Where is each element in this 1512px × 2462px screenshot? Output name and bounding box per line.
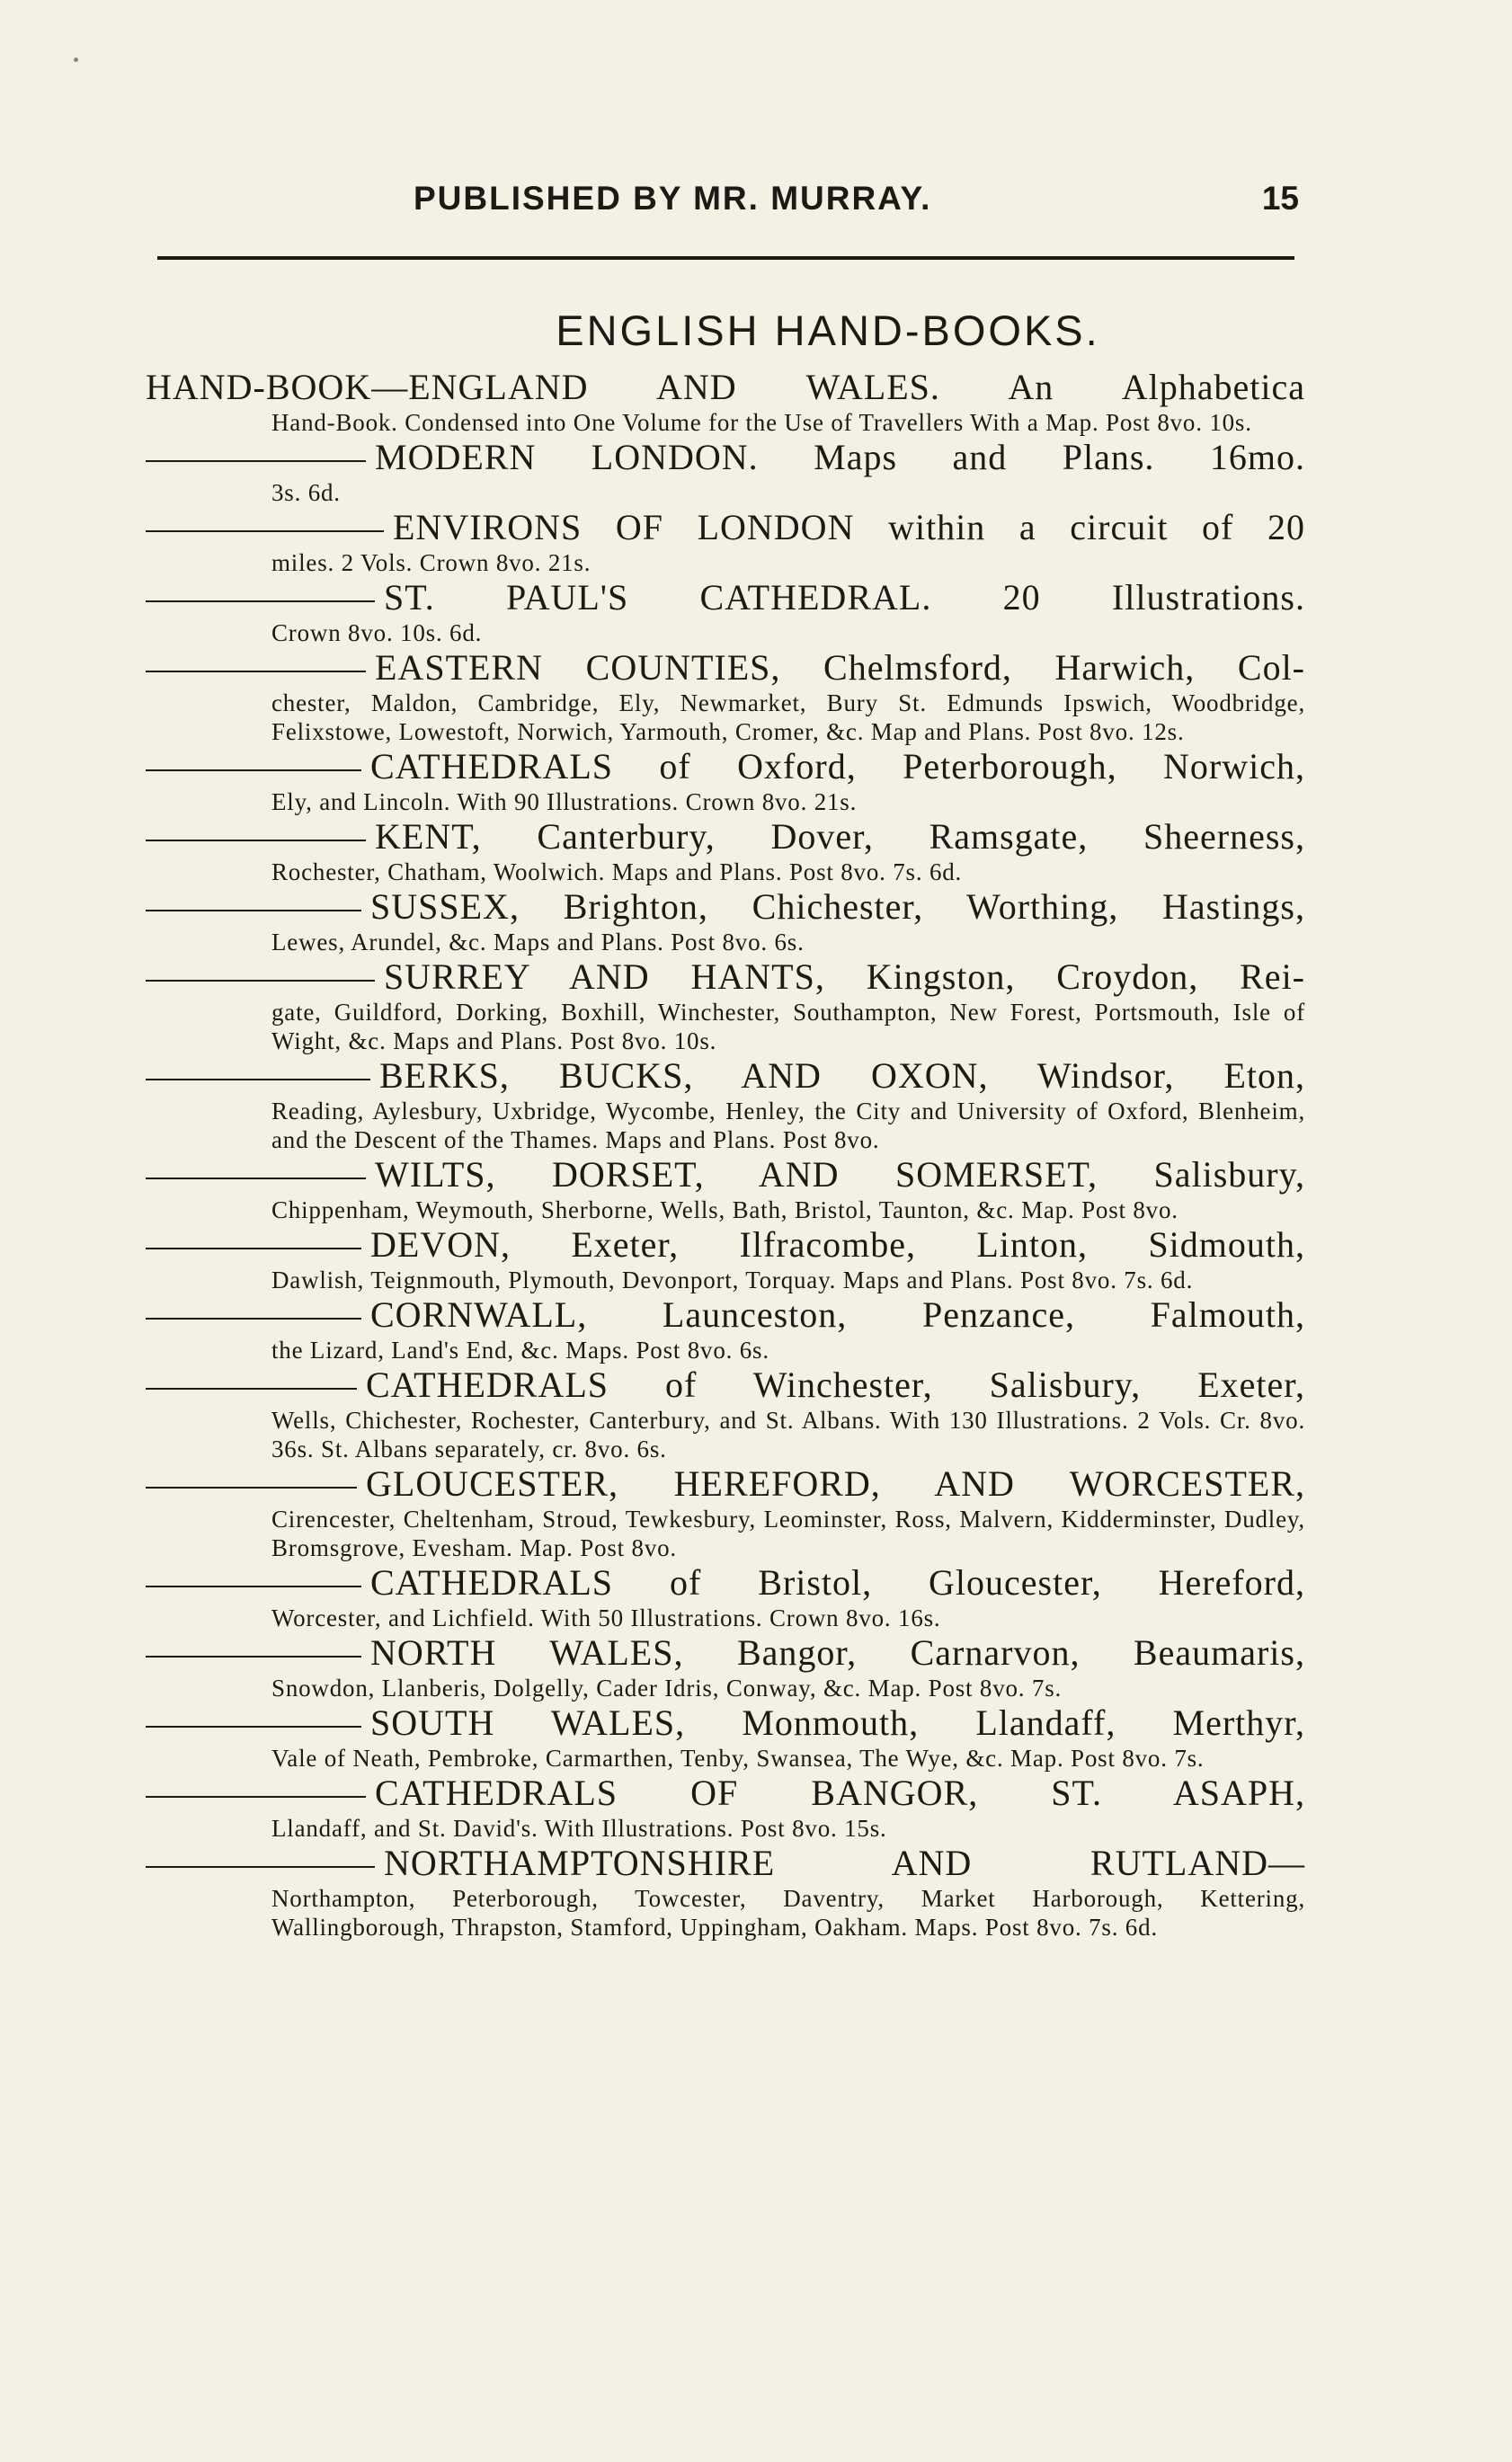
entry-description: Hand-Book. Condensed into One Volume for the Use of Travellers With a Map. Post 8vo. 10s. <box>271 409 1252 436</box>
entry-description: the Lizard, Land's End, &c. Maps. Post 8vo. 6s. <box>271 1337 769 1364</box>
entry-south-wales <box>146 1702 1305 1773</box>
entry-cornwall <box>146 1294 1305 1364</box>
entry-heading: SOUTH WALES, Monmouth, Llandaff, Merthyr, <box>146 1702 1305 1744</box>
entry-heading: CATHEDRALS OF BANGOR, ST. ASAPH, <box>146 1773 1305 1814</box>
entry-devon <box>146 1224 1305 1294</box>
entry-gloucester-hereford-worcester <box>146 1463 1305 1562</box>
ditto-dash <box>146 1079 370 1080</box>
entry-st-pauls <box>146 577 1305 647</box>
entry-description: Northampton, Peterborough, Towcester, Daventry, Market Harborough, Kettering, Wallingborough, Thrapston, Stamford, Uppingham, Oakham. Maps. Post 8vo. 7s. 6d. <box>271 1885 1305 1941</box>
ditto-dash <box>146 1178 366 1179</box>
entry-description: Snowdon, Llanberis, Dolgelly, Cader Idris, Conway, &c. Map. Post 8vo. 7s. <box>271 1675 1063 1702</box>
entry-wilts-dorset-somerset <box>146 1154 1305 1224</box>
entry-environs-london <box>146 507 1305 577</box>
entry-cathedrals-oxford <box>146 746 1305 816</box>
entry-north-wales <box>146 1632 1305 1702</box>
entry-northamptonshire-rutland <box>146 1843 1305 1942</box>
entry-heading: CATHEDRALS of Bristol, Gloucester, Hereford, <box>146 1562 1305 1604</box>
entry-description: Llandaff, and St. David's. With Illustrations. Post 8vo. 15s. <box>271 1815 887 1842</box>
entry-description: Wells, Chichester, Rochester, Canterbury, and St. Albans. With 130 Illustrations. 2 Vols. Cr. 8vo. 36s. St. Albans separately, cr. 8vo. 6s. <box>271 1407 1305 1462</box>
entry-sussex <box>146 886 1305 956</box>
entry-cathedrals-bangor <box>146 1773 1305 1843</box>
running-title: PUBLISHED BY MR. MURRAY. <box>414 180 932 217</box>
entry-heading: CATHEDRALS of Winchester, Salisbury, Exeter, <box>146 1364 1305 1406</box>
entry-description: Rochester, Chatham, Woolwich. Maps and Plans. Post 8vo. 7s. 6d. <box>271 858 963 885</box>
entry-heading: NORTHAMPTONSHIRE AND RUTLAND— <box>146 1843 1305 1884</box>
entry-berks-bucks-oxon <box>146 1055 1305 1154</box>
ditto-dash <box>146 1248 361 1249</box>
entry-heading: ENVIRONS OF LONDON within a circuit of 20 <box>146 507 1305 548</box>
entry-heading: CATHEDRALS of Oxford, Peterborough, Norwich, <box>146 746 1305 787</box>
entry-heading: CORNWALL, Launceston, Penzance, Falmouth, <box>146 1294 1305 1336</box>
entry-modern-london <box>146 437 1305 507</box>
entry-heading: SURREY AND HANTS, Kingston, Croydon, Rei- <box>146 956 1305 998</box>
entry-heading: GLOUCESTER, HEREFORD, AND WORCESTER, <box>146 1463 1305 1505</box>
running-head <box>157 180 1299 227</box>
entry-heading: DEVON, Exeter, Ilfracombe, Linton, Sidmouth, <box>146 1224 1305 1266</box>
entry-list <box>146 367 1305 1942</box>
entry-description: miles. 2 Vols. Crown 8vo. 21s. <box>271 549 591 576</box>
ditto-dash <box>146 600 375 602</box>
header-rule <box>157 256 1294 260</box>
entry-description: 3s. 6d. <box>271 479 341 506</box>
entry-description: Cirencester, Cheltenham, Stroud, Tewkesbury, Leominster, Ross, Malvern, Kidderminster, Dudley, Bromsgrove, Evesham. Map. Post 8vo. <box>271 1506 1305 1561</box>
ditto-dash <box>146 769 361 771</box>
entry-heading: WILTS, DORSET, AND SOMERSET, Salisbury, <box>146 1154 1305 1195</box>
entry-heading: SUSSEX, Brighton, Chichester, Worthing, Hastings, <box>146 886 1305 928</box>
ditto-dash <box>146 1586 361 1587</box>
entry-eastern-counties <box>146 647 1305 746</box>
ditto-dash <box>146 460 366 462</box>
entry-heading: EASTERN COUNTIES, Chelmsford, Harwich, Col- <box>146 647 1305 689</box>
entry-heading: MODERN LONDON. Maps and Plans. 16mo. <box>146 437 1305 478</box>
entry-description: gate, Guildford, Dorking, Boxhill, Winchester, Southampton, New Forest, Portsmouth, Isle of Wight, &c. Maps and Plans. Post 8vo. 10s. <box>271 999 1305 1054</box>
ditto-dash <box>146 1318 361 1320</box>
entry-heading: NORTH WALES, Bangor, Carnarvon, Beaumaris, <box>146 1632 1305 1674</box>
entry-heading: BERKS, BUCKS, AND OXON, Windsor, Eton, <box>146 1055 1305 1097</box>
ditto-dash <box>146 910 361 911</box>
entry-heading: ST. PAUL'S CATHEDRAL. 20 Illustrations. <box>146 577 1305 618</box>
entry-description: Worcester, and Lichfield. With 50 Illustrations. Crown 8vo. 16s. <box>271 1604 941 1631</box>
entry-description: Crown 8vo. 10s. 6d. <box>271 619 483 646</box>
ditto-dash <box>146 671 366 672</box>
entry-description: Vale of Neath, Pembroke, Carmarthen, Tenby, Swansea, The Wye, &c. Map. Post 8vo. 7s. <box>271 1745 1205 1772</box>
ditto-dash <box>146 840 366 841</box>
entry-kent <box>146 816 1305 886</box>
entry-description: Dawlish, Teignmouth, Plymouth, Devonport, Torquay. Maps and Plans. Post 8vo. 7s. 6d. <box>271 1267 1194 1293</box>
entry-england-wales <box>146 367 1305 437</box>
entry-description: Lewes, Arundel, &c. Maps and Plans. Post 8vo. 6s. <box>271 929 805 955</box>
section-title: ENGLISH HAND-BOOKS. <box>556 307 1100 354</box>
entry-description: Chippenham, Weymouth, Sherborne, Wells, Bath, Bristol, Taunton, &c. Map. Post 8vo. <box>271 1196 1178 1223</box>
entry-cathedrals-winchester <box>146 1364 1305 1463</box>
ditto-dash <box>146 1796 366 1798</box>
ditto-dash <box>146 1726 361 1728</box>
ditto-dash <box>146 1388 357 1390</box>
entry-surrey-hants <box>146 956 1305 1055</box>
entry-heading: KENT, Canterbury, Dover, Ramsgate, Sheerness, <box>146 816 1305 858</box>
ditto-dash <box>146 530 384 532</box>
entry-description: Ely, and Lincoln. With 90 Illustrations. Crown 8vo. 21s. <box>271 788 858 815</box>
ditto-dash <box>146 1866 375 1868</box>
page-number: 15 <box>1261 180 1299 217</box>
entry-description: chester, Maldon, Cambridge, Ely, Newmarket, Bury St. Edmunds Ipswich, Woodbridge, Felixstowe, Lowestoft, Norwich, Yarmouth, Cromer, &c. Map and Plans. Post 8vo. 12s. <box>271 689 1305 745</box>
ditto-dash <box>146 1656 361 1658</box>
ditto-dash <box>146 1487 357 1489</box>
page-speck <box>74 58 78 62</box>
entry-cathedrals-bristol <box>146 1562 1305 1632</box>
entry-description: Reading, Aylesbury, Uxbridge, Wycombe, Henley, the City and University of Oxford, Blenheim, and the Descent of the Thames. Maps and Plans. Post 8vo. <box>271 1098 1305 1153</box>
ditto-dash <box>146 980 375 982</box>
entry-heading: HAND-BOOK—ENGLAND AND WALES. An Alphabetica <box>146 367 1305 407</box>
